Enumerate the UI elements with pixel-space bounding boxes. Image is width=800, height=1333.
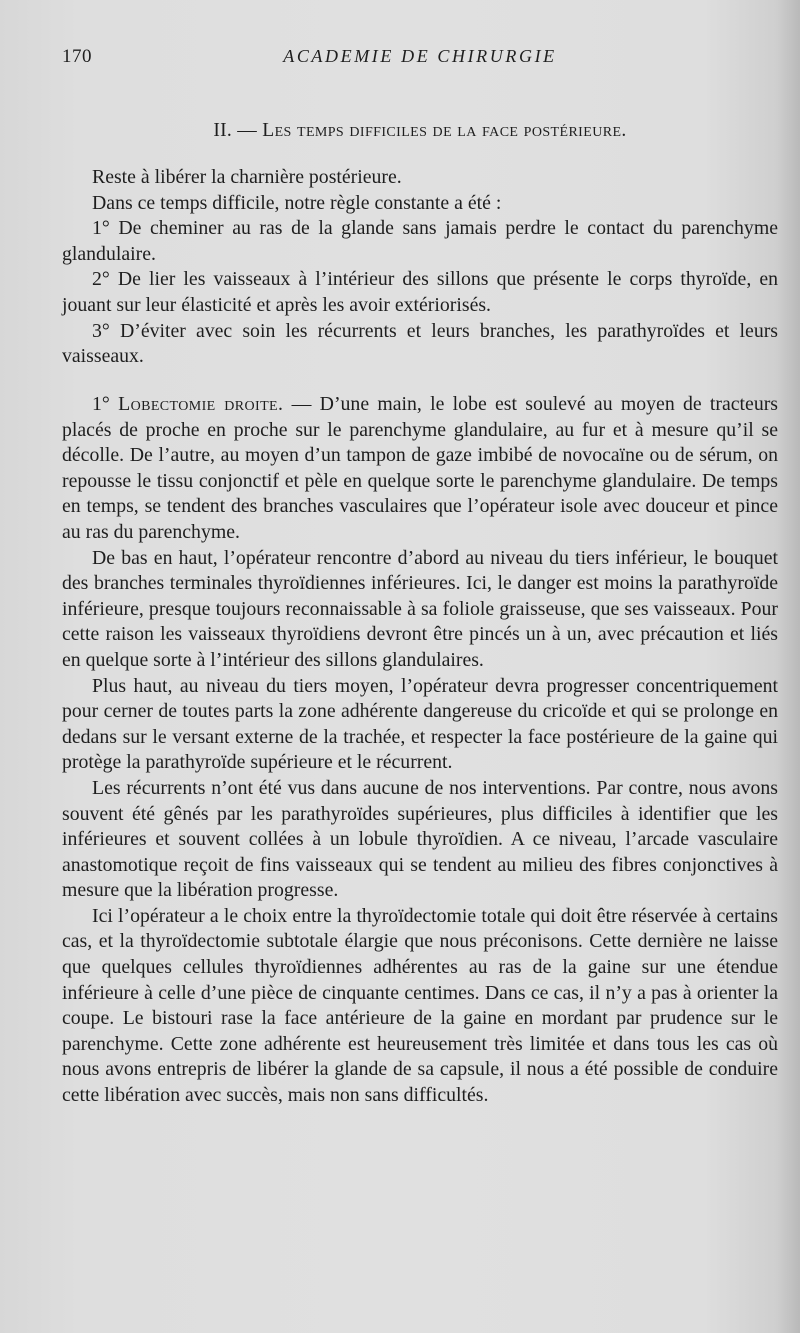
paragraph: 1° De cheminer au ras de la glande sans jamais perdre le contact du parenchyme glandulaire. xyxy=(62,217,778,265)
section-title xyxy=(62,120,778,142)
subsection-paragraph xyxy=(62,392,778,546)
running-title: ACADEMIE DE CHIRURGIE xyxy=(283,46,557,66)
paragraph: Dans ce temps difficile, notre règle constante a été : xyxy=(92,191,502,214)
paragraph: De bas en haut, l’opérateur rencontre d’abord au niveau du tiers inférieur, le bouquet des branches terminales thyroïdiennes inférieures. Ici, le danger est moins la parathyroïde inférieure, presque toujours reconnaissable à sa foliole graisseuse, que ses vaisseaux. Pour cette raison les vaisseaux thyroïdiens devront être pincés un à un, avec précaution et liés en quelque sorte à l’intérieur des sillons glandulaires. xyxy=(62,546,778,671)
page-number: 170 xyxy=(62,46,92,67)
lobectomy-block xyxy=(62,392,778,1109)
intro-block xyxy=(62,165,778,370)
paragraph: Les récurrents n’ont été vus dans aucune de nos interventions. Par contre, nous avons souvent été gênés par les parathyroïdes supérieures, plus difficiles à identifier que les inférieures et souvent collées à un lobule thyroïdien. A ce niveau, l’arcade vasculaire anastomotique reçoit de fins vaisseaux qui se tendent au milieu des fibres conjonctives à mesure que la libération progresse. xyxy=(62,776,778,902)
section-title-text: Les temps difficiles de la face postérieure. xyxy=(262,120,627,141)
paragraph: Reste à libérer la charnière postérieure. xyxy=(92,166,402,188)
section-numeral: II. — xyxy=(213,120,258,141)
page-header xyxy=(62,46,778,76)
subsection-text: D’une main, le lobe est soulevé au moyen de tracteurs placés de proche en proche sur le parenchyme glandulaire, au fur et à mesure qu’il se décolle. De l’autre, au moyen d’un tampon de gaze imbibé de novocaïne ou de sérum, on repousse le tissu conjonctif et pèle en quelque sorte le parenchyme glandulaire. De temps en temps, se tendent des branches vasculaires que l’opérateur isole avec douceur et pince au ras du parenchyme. xyxy=(62,393,779,543)
paragraph: Plus haut, au niveau du tiers moyen, l’opérateur devra progresser concentriquement pour cerner de toutes parts la zone adhérente dangereuse du cricoïde et qui se prolonge en dedans sur le versant externe de la trachée, et respecter la face postérieure de la gaine qui protège la parathyroïde supérieure et le récurrent. xyxy=(62,674,778,774)
subsection-number: 1° xyxy=(92,393,110,415)
paragraph: 3° D’éviter avec soin les récurrents et leurs branches, les parathyroïdes et leurs vaisseaux. xyxy=(62,319,778,368)
subsection-dash: — xyxy=(291,393,312,415)
paragraph: Ici l’opérateur a le choix entre la thyroïdectomie totale qui doit être réservée à certains cas, et la thyroïdectomie subtotale élargie que nous préconisons. Cette dernière ne laisse que quelques cellules thyroïdiennes adhérentes au ras de la gaine sur une étendue inférieure à celle d’une pièce de cinquante centimes. Dans ce cas, il n’y a pas à orienter la coupe. Le bistouri rase la face antérieure de la gaine en mordant par prudence sur le parenchyme. Cette zone adhérente est heureusement très limitée et dans tous les cas où nous avons entrepris de libérer la glande de sa capsule, il nous a été possible de conduire cette libération avec succès, mais non sans difficultés. xyxy=(62,904,778,1107)
subsection-heading: Lobectomie droite. xyxy=(118,393,284,415)
paragraph: 2° De lier les vaisseaux à l’intérieur des sillons que présente le corps thyroïde, en jouant sur leur élasticité et après les avoir extériorisés. xyxy=(62,268,778,316)
